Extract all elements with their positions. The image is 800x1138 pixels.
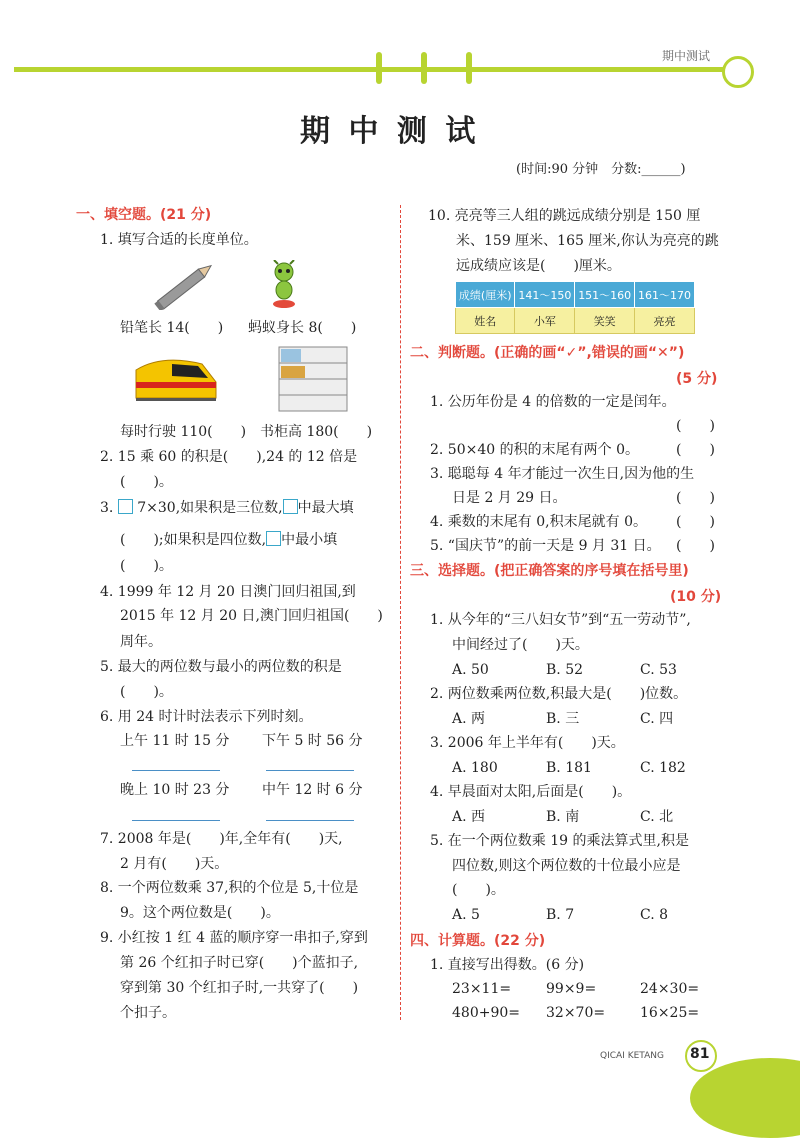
section-judge: 二、判断题。(正确的画“✓”,错误的画“✕”) — [410, 345, 685, 361]
answer-line[interactable] — [266, 820, 354, 821]
answer-line[interactable] — [132, 820, 220, 821]
judge-1-paren[interactable]: ( ) — [676, 418, 715, 434]
section-judge-score: (5 分) — [676, 371, 718, 387]
judge-3-line1: 3. 聪聪每 4 年才能过一次生日,因为他的生 — [430, 466, 695, 482]
option[interactable]: A. 180 — [452, 760, 498, 776]
q3-line3: ( )。 — [120, 558, 173, 574]
judge-5: 5. “国庆节”的前一天是 9 月 31 日。 — [430, 538, 661, 554]
q6-text: 6. 用 24 时计时法表示下列时刻。 — [100, 709, 313, 725]
q9-line4: 个扣子。 — [120, 1005, 176, 1021]
ant-label: 蚂蚁身长 8( ) — [248, 320, 357, 336]
q4-line2: 2015 年 12 月 20 日,澳门回归祖国( ) — [120, 608, 383, 624]
table-cell: 151～160 — [575, 282, 635, 308]
time-info: (时间:90 分钟 分数:______) — [516, 162, 686, 177]
bookshelf-image — [278, 346, 348, 412]
pencil-label: 铅笔长 14( ) — [120, 320, 224, 336]
judge-2-paren[interactable]: ( ) — [676, 442, 715, 458]
q7-line2: 2 月有( )天。 — [120, 856, 229, 872]
judge-2: 2. 50×40 的积的末尾有两个 0。 — [430, 442, 639, 458]
option[interactable]: A. 西 — [452, 809, 486, 825]
footer-brand: QICAI KETANG — [600, 1051, 664, 1061]
table-row — [456, 308, 695, 334]
q8-line1: 8. 一个两位数乘 37,积的个位是 5,十位是 — [100, 880, 359, 896]
header-tag: 期中测试 — [662, 49, 711, 63]
option[interactable]: C. 北 — [640, 809, 674, 825]
option[interactable]: B. 三 — [546, 711, 580, 727]
train-image — [132, 352, 220, 404]
pencil-image — [150, 262, 220, 310]
q6-time3: 晚上 10 时 23 分 — [120, 782, 230, 798]
table-header-row — [456, 282, 695, 308]
choice-1-line2: 中间经过了( )天。 — [452, 637, 589, 653]
option[interactable]: A. 5 — [452, 907, 480, 923]
table-cell: 161～170 — [635, 282, 695, 308]
table-cell: 141～150 — [515, 282, 575, 308]
table-cell: 亮亮 — [635, 308, 695, 334]
choice-3: 3. 2006 年上半年有( )天。 — [430, 735, 625, 751]
answer-line[interactable] — [132, 770, 220, 771]
q3-line2: ( );如果积是四位数, 中最小填 — [120, 532, 338, 548]
table-cell: 小军 — [515, 308, 575, 334]
q5-line2: ( )。 — [120, 684, 173, 700]
option[interactable]: C. 182 — [640, 760, 686, 776]
q10-line3: 远成绩应该是( )厘米。 — [456, 258, 621, 274]
page-title: 期 中 测 试 — [300, 114, 480, 149]
judge-3-paren[interactable]: ( ) — [676, 490, 715, 506]
option[interactable]: B. 7 — [546, 907, 575, 923]
q7-line1: 7. 2008 年是( )年,全年有( )天, — [100, 831, 343, 847]
blank-box-icon — [283, 499, 298, 514]
blank-box-icon — [266, 531, 281, 546]
q6-time4: 中午 12 时 6 分 — [262, 782, 363, 798]
choice-4: 4. 早晨面对太阳,后面是( )。 — [430, 784, 632, 800]
choice-5-line2: 四位数,则这个两位数的十位最小应是 — [452, 858, 681, 874]
calc-item: 16×25= — [640, 1005, 700, 1021]
q9-line1: 9. 小红按 1 红 4 蓝的顺序穿一串扣子,穿到 — [100, 930, 368, 946]
calc-item: 99×9= — [546, 981, 597, 997]
q6-time2: 下午 5 时 56 分 — [262, 733, 363, 749]
judge-3-line2: 日是 2 月 29 日。 — [452, 490, 567, 506]
section-fill-blank: 一、填空题。(21 分) — [76, 207, 212, 223]
option[interactable]: A. 50 — [452, 662, 489, 678]
choice-1-line1: 1. 从今年的“三八妇女节”到“五一劳动节”, — [430, 612, 691, 628]
calc-1: 1. 直接写出得数。(6 分) — [430, 957, 585, 973]
header-pin — [376, 52, 382, 84]
q10-line1: 10. 亮亮等三人组的跳远成绩分别是 150 厘 — [428, 208, 701, 224]
calc-item: 24×30= — [640, 981, 700, 997]
calc-item: 32×70= — [546, 1005, 606, 1021]
calc-item: 23×11= — [452, 981, 512, 997]
table-cell: 成绩(厘米) — [456, 282, 515, 308]
option[interactable]: B. 52 — [546, 662, 584, 678]
shelf-label: 书柜高 180( ) — [260, 424, 373, 440]
q9-line3: 穿到第 30 个红扣子时,一共穿了( ) — [120, 980, 359, 996]
choice-5-line3: ( )。 — [452, 882, 505, 898]
q2-line1: 2. 15 乘 60 的积是( ),24 的 12 倍是 — [100, 449, 358, 465]
judge-1: 1. 公历年份是 4 的倍数的一定是闰年。 — [430, 394, 676, 410]
calc-item: 480+90= — [452, 1005, 520, 1021]
answer-line[interactable] — [266, 770, 354, 771]
q10-line2: 米、159 厘米、165 厘米,你认为亮亮的跳 — [456, 233, 719, 249]
option[interactable]: B. 南 — [546, 809, 580, 825]
blank-box-icon — [118, 499, 133, 514]
q9-line2: 第 26 个红扣子时已穿( )个蓝扣子, — [120, 955, 359, 971]
q2-line2: ( )。 — [120, 474, 173, 490]
table-cell: 姓名 — [456, 308, 515, 334]
header-circle-icon — [722, 56, 754, 88]
choice-2: 2. 两位数乘两位数,积最大是( )位数。 — [430, 686, 688, 702]
choice-5-line1: 5. 在一个两位数乘 19 的乘法算式里,积是 — [430, 833, 689, 849]
q4-line3: 周年。 — [120, 634, 162, 650]
section-choice-score: (10 分) — [670, 589, 722, 605]
table-cell: 笑笑 — [575, 308, 635, 334]
score-table — [455, 281, 695, 334]
section-calc: 四、计算题。(22 分) — [410, 933, 546, 949]
header-pin — [421, 52, 427, 84]
option[interactable]: A. 两 — [452, 711, 486, 727]
train-label: 每时行驶 110( ) — [120, 424, 247, 440]
q6-time1: 上午 11 时 15 分 — [120, 733, 230, 749]
option[interactable]: C. 8 — [640, 907, 669, 923]
header-pin — [466, 52, 472, 84]
q1-text: 1. 填写合适的长度单位。 — [100, 232, 258, 248]
q4-line1: 4. 1999 年 12 月 20 日澳门回归祖国,到 — [100, 584, 356, 600]
section-choice: 三、选择题。(把正确答案的序号填在括号里) — [410, 563, 689, 579]
page-number: 81 — [690, 1046, 710, 1062]
option[interactable]: C. 四 — [640, 711, 674, 727]
q8-line2: 9。这个两位数是( )。 — [120, 905, 280, 921]
ant-image — [264, 260, 304, 310]
judge-4: 4. 乘数的末尾有 0,积末尾就有 0。 — [430, 514, 647, 530]
judge-4-paren[interactable]: ( ) — [676, 514, 715, 530]
option[interactable]: B. 181 — [546, 760, 592, 776]
judge-5-paren[interactable]: ( ) — [676, 538, 715, 554]
column-divider — [400, 205, 401, 1020]
option[interactable]: C. 53 — [640, 662, 677, 678]
header-bar — [14, 67, 734, 72]
q5-line1: 5. 最大的两位数与最小的两位数的积是 — [100, 659, 342, 675]
q3-line1: 3. 7×30,如果积是三位数, 中最大填 — [100, 500, 354, 516]
